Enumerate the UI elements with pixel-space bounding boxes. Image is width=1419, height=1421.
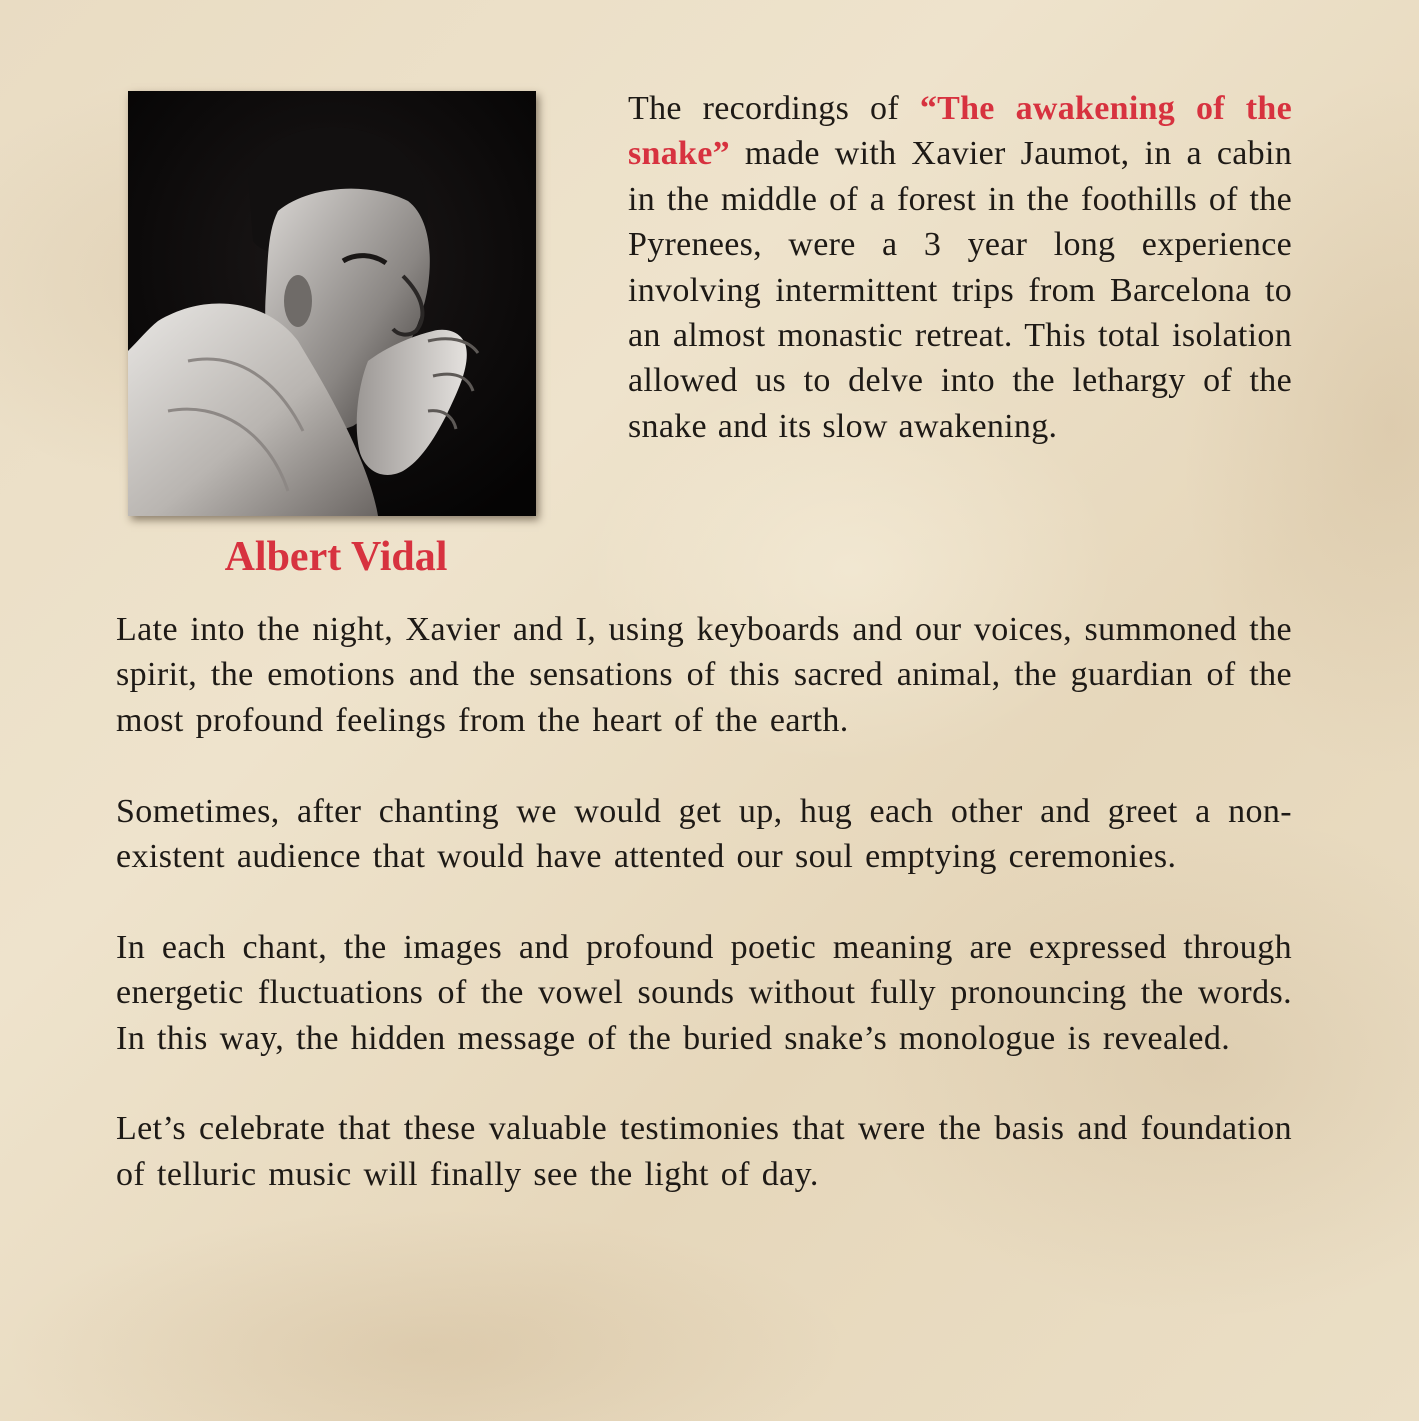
portrait-image [128, 91, 536, 516]
paragraph-chanting: Sometimes, after chanting we would get up, hug each other and greet a non-existent audience that would have attented our soul emptying ceremonies. [116, 792, 1292, 876]
portrait-photo [128, 91, 536, 516]
intro-rest: made with Xavier Jaumot, in a cabin in the middle of a forest in the foothills of the Pyrenees, were a 3 year long experience involving intermittent trips from Barcelona to an almost monastic retreat. This total isolation allowed us to delve into the lethargy of the snake and its slow awakening. [628, 135, 1292, 445]
intro-lead: The recordings of [628, 90, 920, 127]
photo-caption: Albert Vidal [224, 534, 448, 580]
paragraph-night-sessions: Late into the night, Xavier and I, using keyboards and our voices, summoned the spirit, the emotions and the sensations of this sacred animal, the guardian of the most profound feelings from the heart of the earth. [116, 611, 1292, 739]
paragraph-vowel-sounds: In each chant, the images and profound poetic meaning are expressed through energetic fluctuations of the vowel sounds without fully pronouncing the words. In this way, the hidden message of the buried snake’s monologue is revealed. [116, 928, 1292, 1057]
album-title-quote: “The awakening of the snake” [628, 90, 1292, 173]
intro-paragraph [628, 86, 1292, 449]
body-text [116, 607, 1292, 1243]
paragraph-celebrate: Let’s celebrate that these valuable testimonies that were the basis and foundation of telluric music will finally see the light of day. [116, 1110, 1292, 1193]
